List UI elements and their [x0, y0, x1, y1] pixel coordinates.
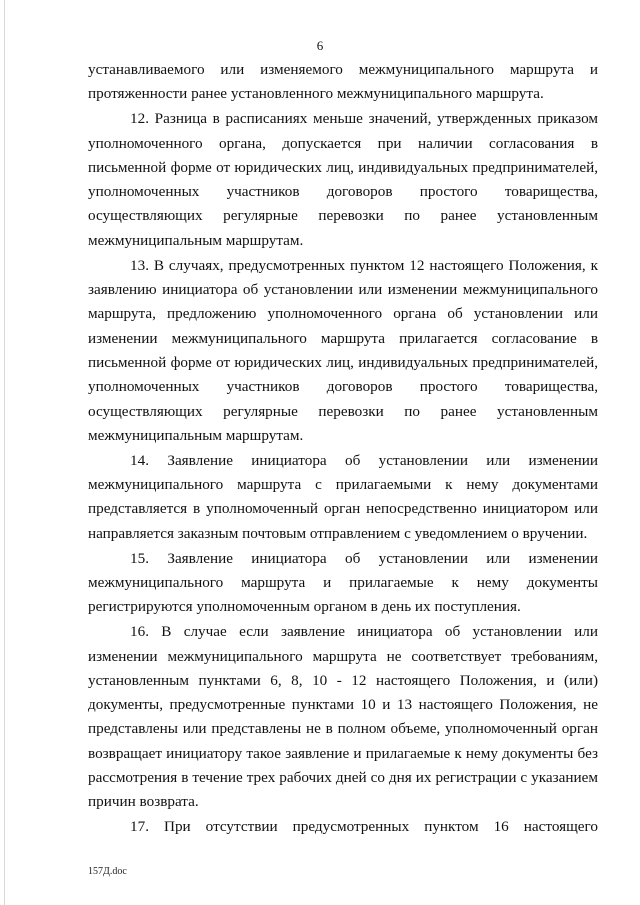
- paragraph-15: 15. Заявление инициатора об установлении или изменении межмуниципального маршрута и прилагаемые к нему документы регистрируются уполномоченным органом в день их поступления.: [88, 549, 598, 616]
- paragraph-16: 16. В случае если заявление инициатора об установлении или изменении межмуниципального маршрута не соответствует требованиям, установленным пунктами 6, 8, 10 - 12 настоящего Положения, и (или) документы, предусмотренные пунктами 10 и 13 настоящего Положения, не представлены или представлены не в полном объеме, уполномоченный орган возвращает инициатору такое заявление и прилагаемые к нему документы без рассмотрения в течение трех рабочих дней со дня их регистрации с указанием причин возврата.: [88, 623, 598, 811]
- document-body: [88, 58, 598, 840]
- paragraph-17: 17. При отсутствии предусмотренных пунктом 16 настоящего: [130, 818, 598, 836]
- paragraph-14: 14. Заявление инициатора об установлении или изменении межмуниципального маршрута с прилагаемыми к нему документами представляется в уполномоченный орган непосредственно инициатором или направляется заказным почтовым отправлением с уведомлением о вручении.: [88, 451, 598, 542]
- page-number: 6: [316, 38, 324, 53]
- footer-file-name: 157Д.doc: [88, 866, 127, 877]
- paragraph-continuation: устанавливаемого или изменяемого межмуниципального маршрута и протяженности ранее установленного межмуниципального маршрута.: [88, 61, 598, 103]
- paragraph-12: 12. Разница в расписаниях меньше значений, утвержденных приказом уполномоченного органа, допускается при наличии согласования в письменной форме от юридических лиц, индивидуальных предпринимателей, уполномоченных участников договоров простого товарищества, осуществляющих регулярные перевозки по ранее установленным межмуниципальным маршрутам.: [88, 110, 598, 249]
- paragraph-13: 13. В случаях, предусмотренных пунктом 12 настоящего Положения, к заявлению инициатора об установлении или изменении межмуниципального маршрута, предложению уполномоченного органа об установлении или изменении межмуниципального маршрута прилагается согласование в письменной форме от юридических лиц, индивидуальных предпринимателей, уполномоченных участников договоров простого товарищества, осуществляющих регулярные перевозки по ранее установленным межмуниципальным маршрутам.: [88, 256, 598, 444]
- scan-edge-line: [4, 0, 5, 905]
